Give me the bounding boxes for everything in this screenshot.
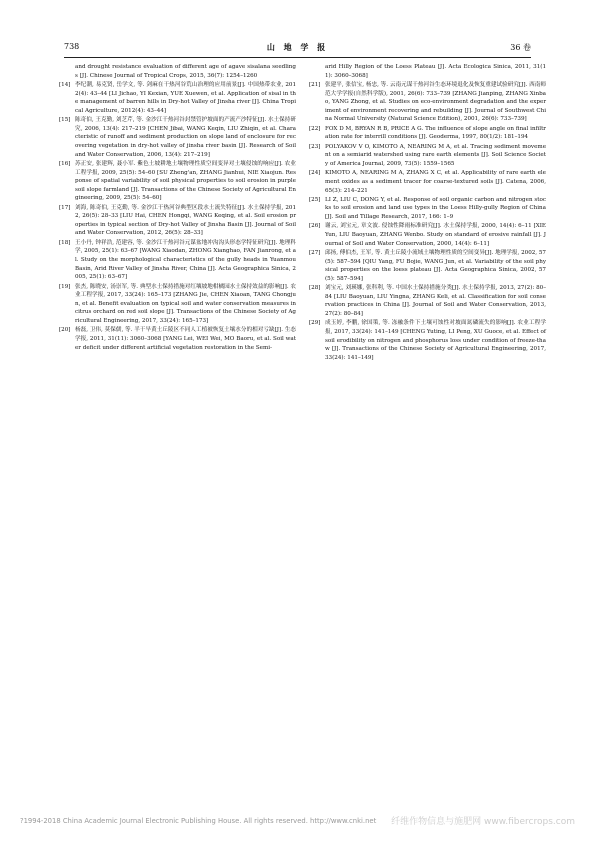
reference-entry — [309, 284, 546, 318]
reference-text: 杨磊, 卫伟, 莫保儒, 等. 半干旱黄土丘陵区不同人工植被恢复土壤水分的相对亏缺[J]. 生态学报, 2011, 31(11): 3060–3068 [YANG Lei, WEI Wei, MO Baoru, et al. Soil water deficit under different artificial vegetation restoration in the Semi- — [75, 327, 296, 351]
running-header — [64, 42, 531, 56]
reference-number: [18] — [59, 239, 71, 246]
reference-number: [24] — [309, 170, 321, 177]
reference-text: LI Z, LIU C, DONG Y, et al. Response of soil organic carbon and nitrogen stocks to soil erosion and land use types in the Loess Hilly-gully Region of China [J]. Soil and Tillage Research, 2017, 166: 1–9 — [325, 196, 546, 221]
reference-number: [25] — [309, 196, 321, 203]
reference-number: [16] — [59, 160, 71, 167]
reference-number: [19] — [59, 283, 71, 290]
reference-entry — [59, 283, 296, 326]
reference-entry — [59, 116, 296, 159]
reference-text: 李纪潮, 易克贤, 岳学文, 等. 剑麻在干热河谷荒山治理的应用前景[J]. 中国热带农业, 2012(4): 43–44 [LI Jichao, YI Kexian, YUE Xuewen, et al. Application of sisal in the management of barren hills in Dry-hot Valley of Jinsha river [J]. China Tropical Agriculture, 2012(4): 43–44] — [75, 81, 296, 114]
reference-entry — [309, 143, 546, 169]
page-number: 738 — [64, 42, 80, 51]
volume-label: 36 卷 — [510, 43, 531, 52]
reference-text: 王小丹, 钟祥浩, 范建容, 等. 金沙江干热河谷元谋盆地冲沟沟头形态学特征研究[J]. 地理科学, 2005, 25(1): 63–67 [WANG Xiaodan, ZHONG Xianghao, FAN Jianrong, et al. Study on the morphological characteristics of the gully heads in Yuanmou Basin, Arid River Valley of Jinsha River, China [J]. Acta Geographica Sinica, 2005, 25(1): 63–67] — [75, 239, 297, 281]
reference-number: [17] — [59, 204, 71, 211]
reference-number: [21] — [309, 81, 321, 88]
reference-text: arid Hilly Region of the Loess Plateau [J]. Acta Ecologica Sinica, 2011, 31(11): 3060–3068] — [325, 64, 546, 79]
reference-entry — [313, 63, 546, 80]
reference-text: 苏正安, 张建辉, 聂小军. 紫色土坡耕地土壤物理性质空间变异对土壤侵蚀的响应[J]. 农业工程学报, 2009, 25(5): 54–60 [SU Zheng'an, ZHANG Jianhui, NIE Xiaojun. Response of spatial variability of soil physical properties to soil erosion in purple soil slope farmland [J]. Transactions of the Chinese Society of Agricultural Engineering, 2009, 25(5): 54–60] — [75, 160, 296, 202]
reference-number: [29] — [309, 320, 321, 327]
reference-number: [26] — [309, 223, 321, 230]
reference-text: 邱扬, 傅伯杰, 王军, 等. 黄土丘陵小流域土壤物理性质的空间变异[J]. 地理学报, 2002, 57(5): 587–594 [QIU Yang, FU Bojie, WANG Jun, et al. Variability of the soil physical properties on the loess plateau [J]. Acta Geographica Sinica, 2002, 57(5): 587–594] — [325, 250, 546, 282]
reference-entry — [59, 239, 297, 282]
reference-entry — [309, 249, 546, 283]
reference-number: [15] — [59, 117, 71, 124]
reference-text: 刘海, 陈奇伯, 王克勤, 等. 金沙江干热河谷典型区段水土流失特征[J]. 水土保持学报, 2012, 26(5): 28–33 [LIU Hai, CHEN Hongqi, WANG Keqing, et al. Soil erosion properties in typical section of Dry-hot Valley of Jinsha Basin [J]. Journal of Soil and Water Conservation, 2012, 26(5): 28–33] — [75, 204, 296, 237]
reference-text: FOX D M, BRYAN R B, PRICE A G. The influence of slope angle on final infiltration rate for interrill conditions [J]. Geoderma, 1997, 80(1/2): 181–194 — [325, 125, 546, 141]
reference-text: 张杰, 陈晓安, 汤崇军, 等. 典型水土保持措施对红壤坡地柑橘园水土保持效益的影响[J]. 农业工程学报, 2017, 33(24): 165–173 [ZHANG Jie, CHEN Xiaoan, TANG Chongjun, et al. Benefit evaluation on typical soil and water conservation measures in citrus orchard on red soil slope [J]. Transactions of the Chinese Society of Agricultural Engineering, 2017, 33(24): 165–173] — [75, 283, 296, 324]
reference-number: [23] — [309, 143, 321, 150]
reference-text: 刘宝元, 刘瑛娜, 张科利, 等. 中国水土保持措施分类[J]. 水土保持学报, 2013, 27(2): 80–84 [LIU Baoyuan, LIU Yingna, ZHANG Keli, et al. Classification for soil conservation practices in China [J]. Journal of Soil and Water Conservation, 2013, 27(2): 80–84] — [325, 285, 546, 317]
reference-text: 谢云, 刘宝元, 章文波. 侵蚀性降雨标准研究[J]. 水土保持学报, 2000, 14(4): 6–11 [XIE Yun, LIU Baoyuan, ZHANG Wenbo. Study on standard of erosive rainfall [J]. Journal of Soil and Water Conservation, 2000, 14(4): 6–11] — [325, 223, 546, 247]
reference-number: [28] — [309, 285, 321, 292]
reference-entry — [309, 125, 546, 142]
reference-entry — [59, 326, 296, 352]
copyright-notice: ?1994-2018 China Academic Journal Electronic Publishing House. All rights reserved. http://www.cnki.net — [20, 817, 377, 825]
reference-text: and drought resistance evaluation of different age of agave sisalana seedlings [J]. Chinese Journal of Tropical Crops, 2015, 36(7): 1254–1260 — [75, 64, 296, 79]
reference-entry — [309, 196, 546, 222]
reference-number: [20] — [59, 327, 71, 334]
reference-entry — [59, 81, 296, 115]
reference-text: 张建平, 张信宝, 杨忠, 等. 云南元谋干热河谷生态环境退化及恢复重建试验研究[J]. 西南师范大学学报(自然科学版), 2001, 26(6): 733–739 [ZHANG Jianping, ZHANG Xinbao, YANG Zhong, et al. Studies on eco-environment degradation and the experiment of environment recovering and rebuilding [J]. Journal of Southwest China Normal University (Natural Science Edition), 2001, 26(6): 733–739] — [325, 81, 546, 123]
reference-text: 陈奇伯, 王克勤, 刘芝芹, 等. 金沙江干热河谷封禁管护坡面的产流产沙特征[J]. 水土保持研究, 2006, 13(4): 217–219 [CHEN Jibai, WANG Keqin, LIU Zhiqin, et al. Characteristic of runoff and sediment production on slope land of enclosure for recovering vegetation in dry-hot valley of jinsha river basin [J]. Research of Soil and Water Conservation, 2006, 13(4): 217–219] — [75, 117, 296, 158]
reference-entry — [59, 204, 296, 238]
journal-title: 山 地 学 报 — [266, 42, 329, 52]
reference-entry — [63, 63, 296, 80]
left-column-references — [59, 63, 297, 353]
reference-number: [27] — [309, 250, 321, 257]
reference-number: [22] — [309, 125, 321, 132]
reference-text: KIMOTO A, NEARING M A, ZHANG X C, et al. Applicability of rare earth element oxides as a sediment tracer for coarse-textured soils [J]. Catena, 2006, 65(3): 214–221 — [325, 170, 546, 194]
reference-text: POLYAKOV V O, KIMOTO A, NEARING M A, et al. Tracing sediment movement on a semiarid watershed using rare earth elements [J]. Soil Science Society of America Journal, 2009, 73(5): 1559–1565 — [325, 143, 546, 167]
right-column-references — [309, 63, 546, 363]
watermark: 纤维作物信息与施肥网 www.fibercrops.com — [391, 817, 575, 827]
reference-entry — [309, 169, 546, 195]
reference-number: [14] — [59, 81, 71, 88]
reference-entry — [309, 222, 546, 248]
header-rule — [64, 57, 531, 58]
page-footer — [20, 817, 575, 825]
reference-entry — [309, 81, 546, 124]
reference-text: 成玉婷, 李鹏, 徐国策, 等. 冻融条件下土壤可蚀性对坡面氮磷流失的影响[J]. 农业工程学报, 2017, 33(24): 141–149 [CHENG Yuting, LI Peng, XU Guoce, et al. Effect of soil erodibility on nitrogen and phosphorus loss under condition of freeze-thaw [J]. Transactions of the Chinese Society of Agricultural Engineering, 2017, 33(24): 141–149] — [325, 320, 546, 361]
reference-entry — [59, 160, 296, 203]
reference-entry — [309, 319, 546, 362]
